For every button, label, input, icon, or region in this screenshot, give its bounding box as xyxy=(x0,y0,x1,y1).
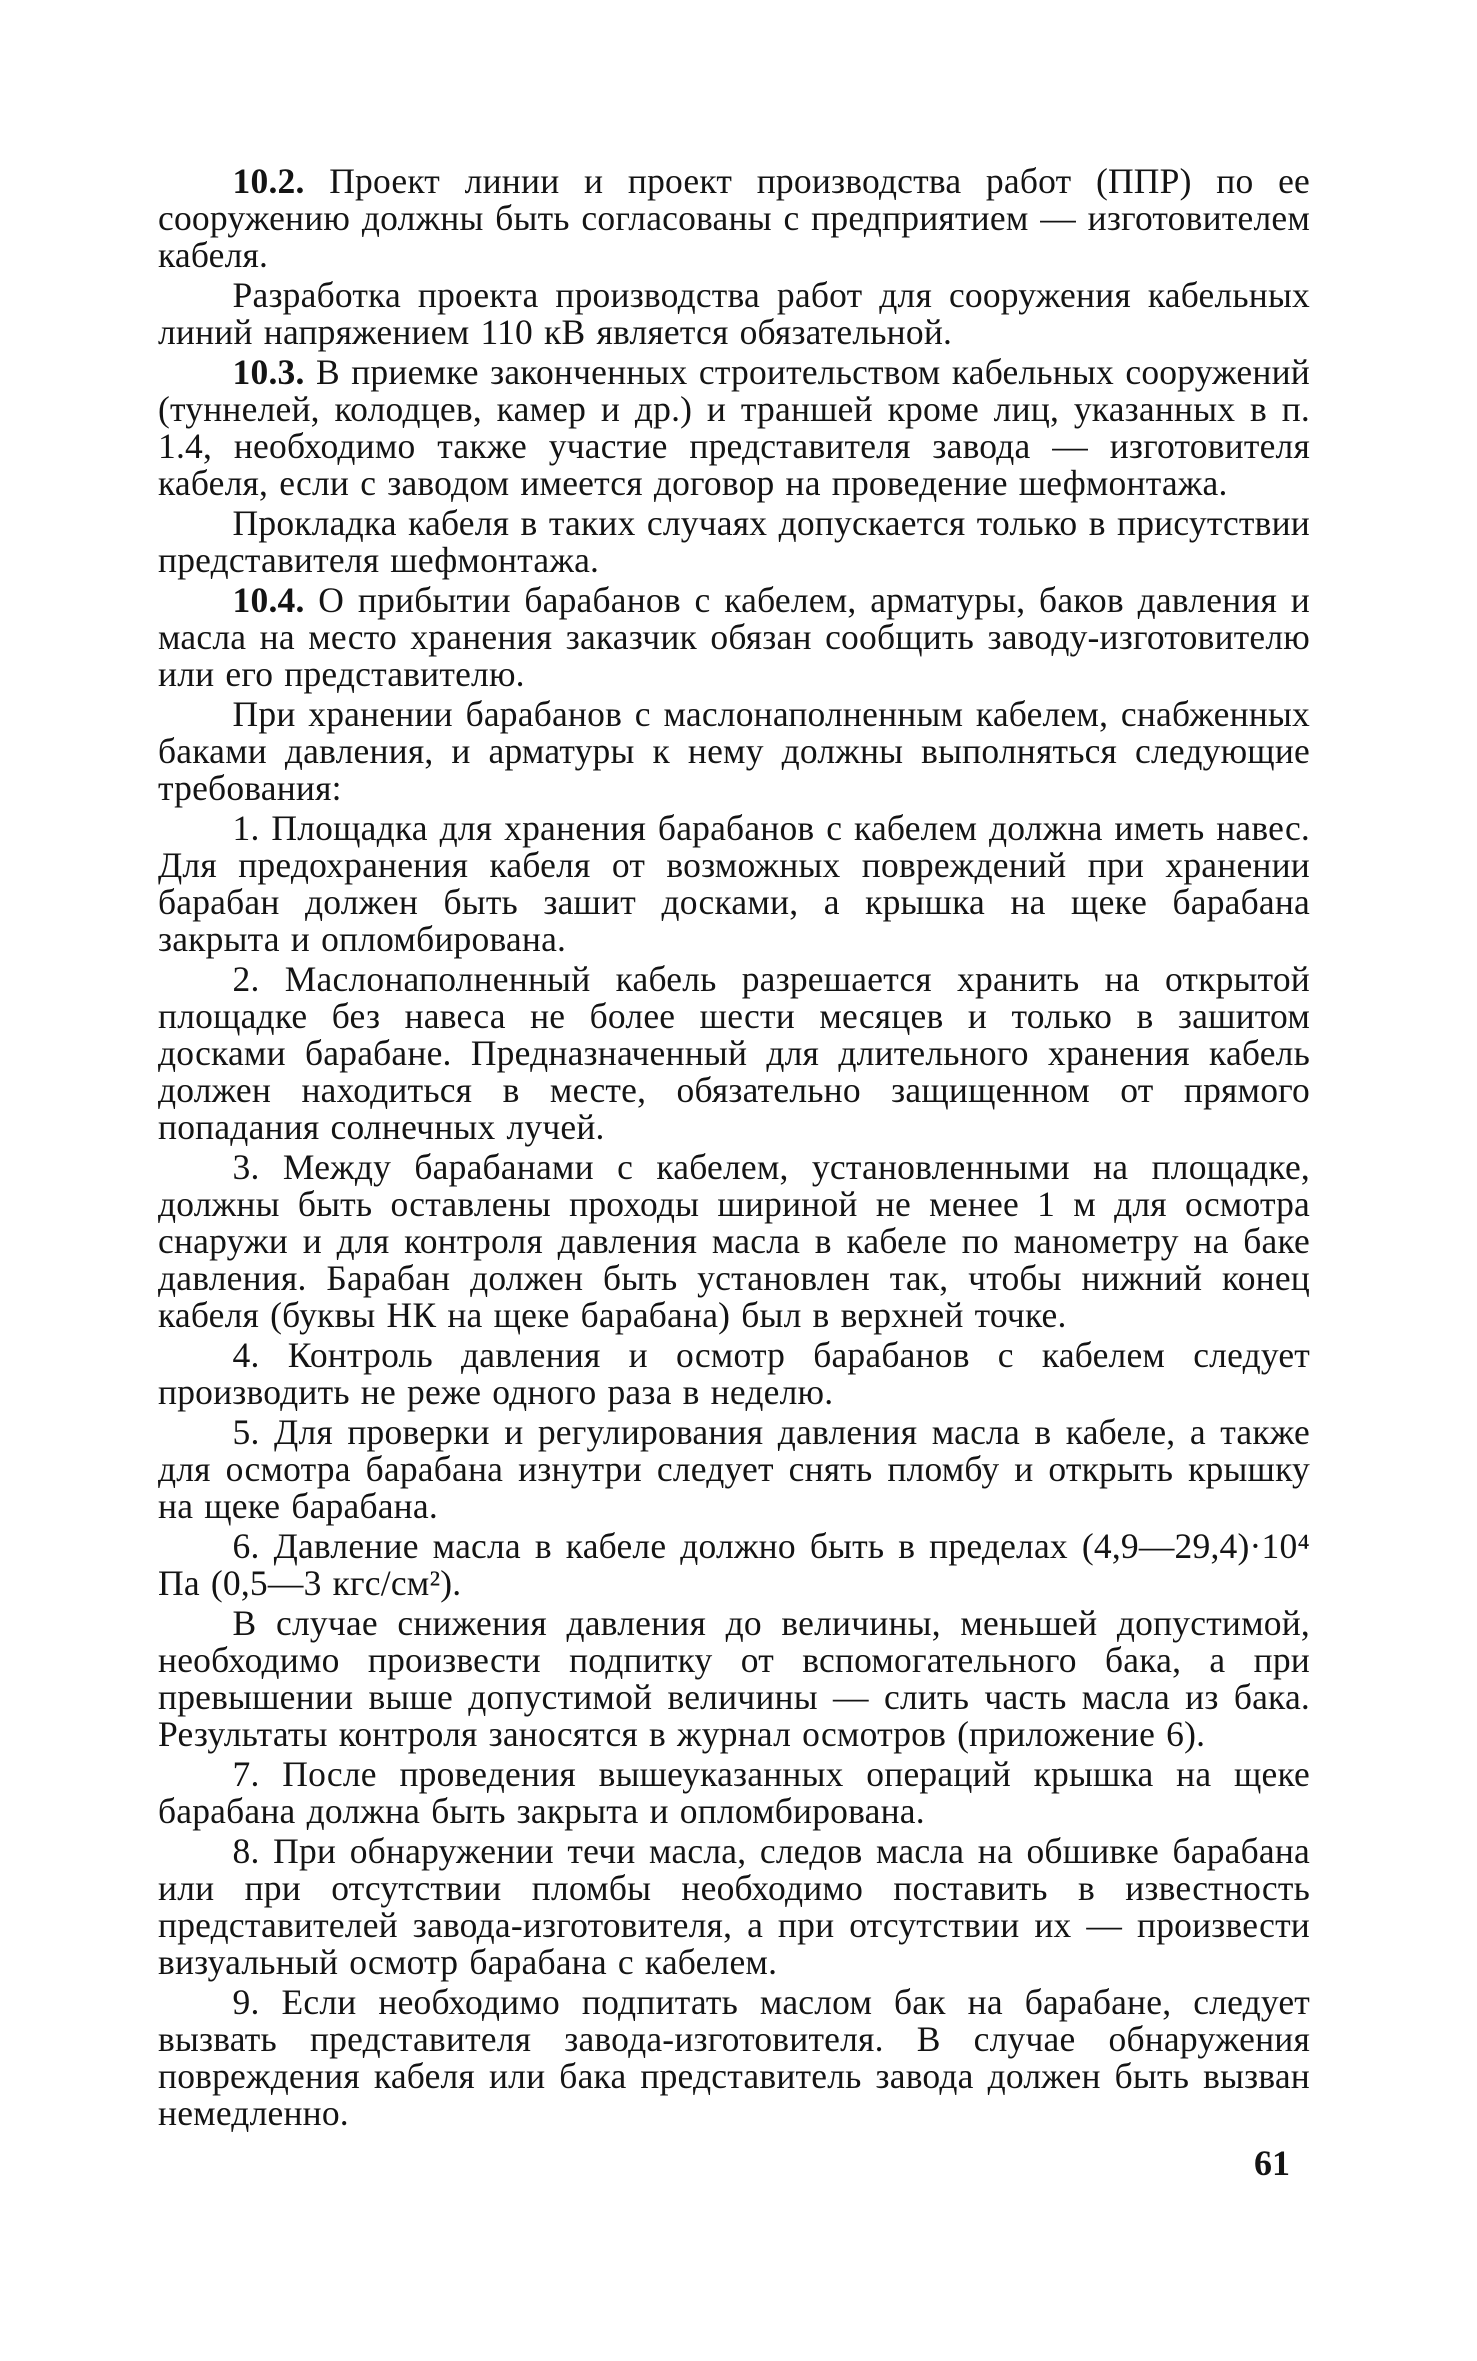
paragraph-text: 9. Если необходимо подпитать маслом бак на барабане, следует вызвать представителя завода-изготовителя. В случае обнаружения повреждения кабеля или бака представитель завода должен быть вызван немедленно. xyxy=(158,1982,1310,2133)
requirement-5 xyxy=(158,1414,1310,1525)
paragraph-text: Разработка проекта производства работ для сооружения кабельных линий напряжением 110 кВ является обязательной. xyxy=(158,275,1310,352)
paragraph-text: 8. При обнаружении течи масла, следов масла на обшивке барабана или при отсутствии пломбы необходимо поставить в известность представителей завода-изготовителя, а при отсутствии их — произвести визуальный осмотр барабана с кабелем. xyxy=(158,1831,1310,1982)
paragraph-10-4 xyxy=(158,582,1310,693)
clause-number: 10.2. xyxy=(232,161,305,201)
requirement-9 xyxy=(158,1984,1310,2132)
requirement-8 xyxy=(158,1833,1310,1981)
paragraph-text: О прибытии барабанов с кабелем, арматуры, баков давления и масла на место хранения заказчик обязан сообщить заводу-изготовителю или его представителю. xyxy=(158,580,1311,694)
requirement-1 xyxy=(158,810,1310,958)
requirement-4 xyxy=(158,1337,1310,1411)
paragraph-text: 1. Площадка для хранения барабанов с кабелем должна иметь навес. Для предохранения кабеля от возможных повреждений при хранении барабан должен быть зашит досками, а крышка на щеке барабана закрыта и опломбирована. xyxy=(158,808,1310,959)
paragraph-text: 7. После проведения вышеуказанных операций крышка на щеке барабана должна быть закрыта и опломбирована. xyxy=(158,1754,1310,1831)
requirement-6 xyxy=(158,1528,1310,1602)
paragraph-storage-intro xyxy=(158,696,1310,807)
paragraph-10-2-note xyxy=(158,277,1310,351)
requirement-2 xyxy=(158,961,1310,1146)
requirement-3 xyxy=(158,1149,1310,1334)
paragraph-text: В приемке законченных строительством кабельных сооружений (туннелей, колодцев, камер и др.) и траншей кроме лиц, указанных в п. 1.4, необходимо также участие представителя завода — изготовителя кабеля, если с заводом имеется договор на проведение шефмонтажа. xyxy=(158,352,1310,503)
paragraph-text: 5. Для проверки и регулирования давления масла в кабеле, а также для осмотра барабана изнутри следует снять пломбу и открыть крышку на щеке барабана. xyxy=(158,1412,1310,1526)
page-number: 61 xyxy=(1254,2143,1290,2183)
paragraph-text: При хранении барабанов с маслонаполненным кабелем, снабженных баками давления, и арматуры к нему должны выполняться следующие требования: xyxy=(158,694,1310,808)
paragraph-text: Прокладка кабеля в таких случаях допускается только в присутствии представителя шефмонтажа. xyxy=(158,503,1310,580)
paragraph-text: В случае снижения давления до величины, меньшей допустимой, необходимо произвести подпитку от вспомогательного бака, а при превышении выше допустимой величины — слить часть масла из бака. Результаты контроля заносятся в журнал осмотров (приложение 6). xyxy=(158,1603,1310,1754)
paragraph-10-2 xyxy=(158,163,1310,274)
paragraph-text: 2. Маслонаполненный кабель разрешается хранить на открытой площадке без навеса не более шести месяцев и только в зашитом досками барабане. Предназначенный для длительного хранения кабель должен находиться в месте, обязательно защищенном от прямого попадания солнечных лучей. xyxy=(158,959,1310,1147)
paragraph-text: 4. Контроль давления и осмотр барабанов с кабелем следует производить не реже одного раза в неделю. xyxy=(158,1335,1310,1412)
paragraph-text: 6. Давление масла в кабеле должно быть в пределах (4,9—29,4)·10⁴ Па (0,5—3 кгс/см²). xyxy=(158,1526,1310,1603)
requirement-7 xyxy=(158,1756,1310,1830)
page-body xyxy=(158,163,1310,2135)
paragraph-text: Проект линии и проект производства работ (ППР) по ее сооружению должны быть согласованы с предприятием — изготовителем кабеля. xyxy=(158,161,1310,275)
clause-number: 10.3. xyxy=(232,352,305,392)
paragraph-10-3-note xyxy=(158,505,1310,579)
requirement-6-note xyxy=(158,1605,1310,1753)
clause-number: 10.4. xyxy=(232,580,305,620)
paragraph-10-3 xyxy=(158,354,1310,502)
paragraph-text: 3. Между барабанами с кабелем, установленными на площадке, должны быть оставлены проходы шириной не менее 1 м для осмотра снаружи и для контроля давления масла в кабеле по манометру на баке давления. Барабан должен быть установлен так, чтобы нижний конец кабеля (буквы НК на щеке барабана) был в верхней точке. xyxy=(158,1147,1310,1335)
